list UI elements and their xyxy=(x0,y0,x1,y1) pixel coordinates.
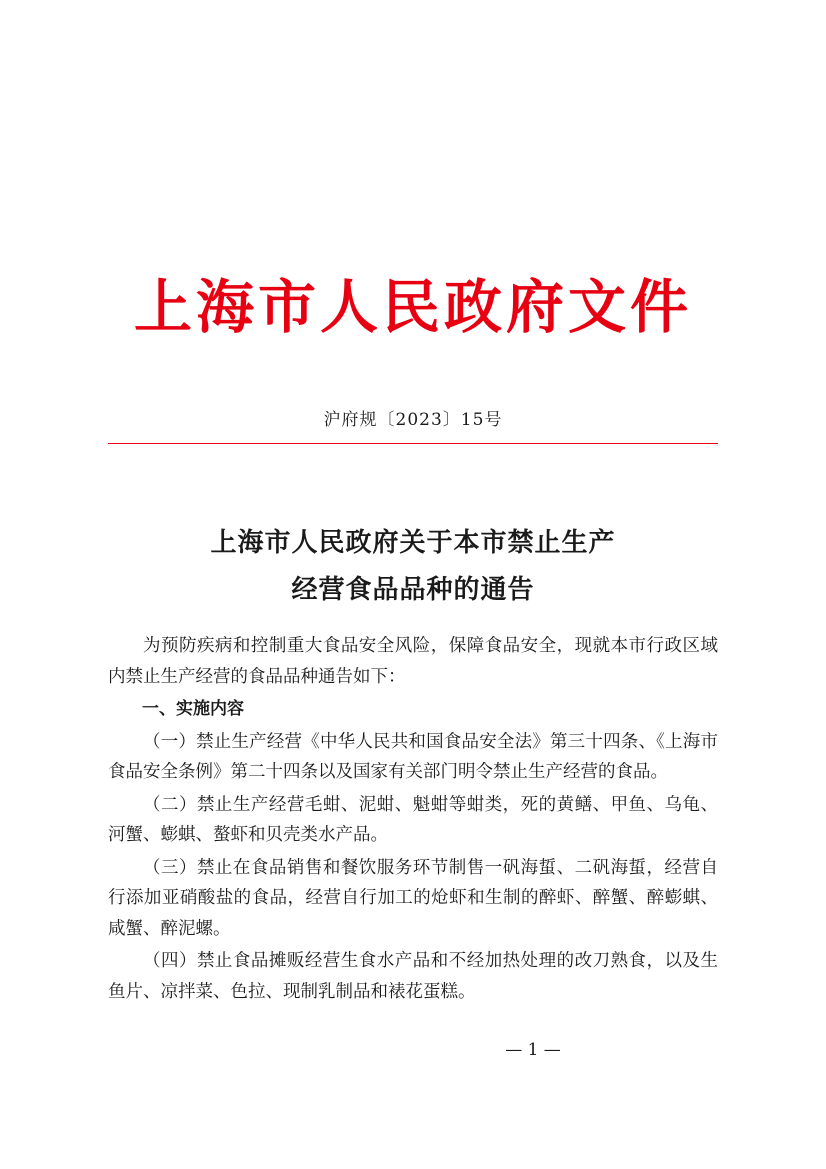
red-divider-line xyxy=(108,443,718,444)
item-paragraph-1: （一）禁止生产经营《中华人民共和国食品安全法》第三十四条、《上海市食品安全条例》第二十四条以及国家有关部门明令禁止生产经营的食品。 xyxy=(108,731,718,782)
document-number: 沪府规〔2023〕15号 xyxy=(323,410,503,430)
section-heading: 一、实施内容 xyxy=(142,699,244,719)
document-title-line-2: 经营食品品种的通告 xyxy=(291,575,535,605)
item-paragraph-2: （二）禁止生产经营毛蚶、泥蚶、魁蚶等蚶类，死的黄鳝、甲鱼、乌龟、河蟹、蟛蜞、螯虾和贝壳类水产品。 xyxy=(108,794,718,845)
page-number: — 1 — xyxy=(505,1040,561,1060)
document-title xyxy=(0,520,826,614)
item-paragraph-3: （三）禁止在食品销售和餐饮服务环节制售一矾海蜇、二矾海蜇，经营自行添加亚硝酸盐的食品，经营自行加工的炝虾和生制的醉虾、醉蟹、醉蟛蜞、咸蟹、醉泥螺。 xyxy=(108,857,718,939)
intro-paragraph: 为预防疾病和控制重大食品安全风险，保障食品安全，现就本市行政区域内禁止生产经营的食品品种通告如下： xyxy=(108,636,718,687)
item-paragraph-4: （四）禁止食品摊贩经营生食水产品和不经加热处理的改刀熟食，以及生鱼片、凉拌菜、色拉、现制乳制品和裱花蛋糕。 xyxy=(108,951,718,1002)
document-header-title: 上海市人民政府文件 xyxy=(133,273,692,341)
document-title-line-1: 上海市人民政府关于本市禁止生产 xyxy=(210,528,616,558)
document-body xyxy=(108,631,718,1009)
